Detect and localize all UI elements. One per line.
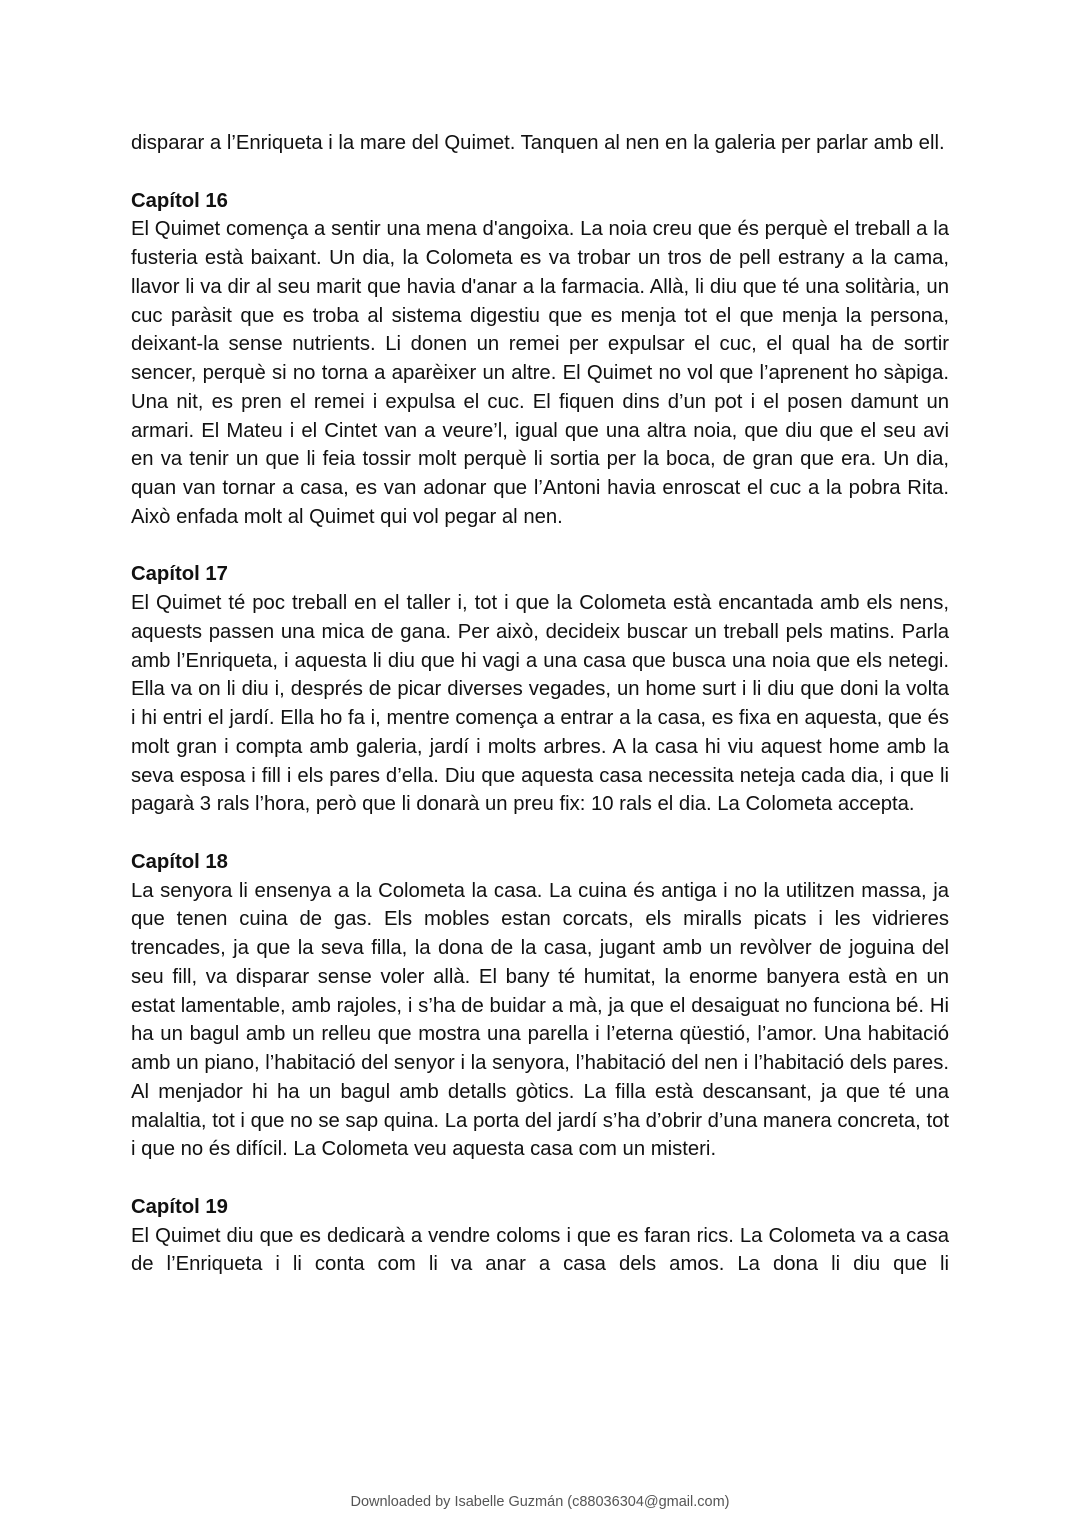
chapter-19-paragraph: El Quimet diu que es dedicarà a vendre coloms i que es faran rics. La Colometa va a casa de l’Enriqueta i li conta com li va anar a casa dels amos. La dona li diu que li [131,1224,949,1276]
chapter-18-section [131,848,949,1164]
chapter-18-paragraph: La senyora li ensenya a la Colometa la casa. La cuina és antiga i no la utilitzen massa, ja que tenen cuina de gas. Els mobles estan corcats, els miralls picats i les vidrieres trencades, ja que la seva filla, la dona de la casa, jugant amb un revòlver de joguina del seu fill, va disparar sense voler allà. El bany té humitat, la enorme banyera està en un estat lamentable, amb rajoles, i s’ha de buidar a mà, ja que el desaiguat no funciona bé. Hi ha un bagul amb un relleu que mostra una parella i l’eterna qüestió, l’amor. Una habitació amb un piano, l’habitació del senyor i la senyora, l’habitació del nen i l’habitació dels pares. Al menjador hi ha un bagul amb detalls gòtics. La filla està descansant, ja que té una malaltia, tot i que no se sap quina. La porta del jardí s’ha d’obrir d’una manera concreta, tot i que no és difícil. La Colometa veu aquesta casa com un misteri. [131,879,949,1161]
chapter-19-section [131,1193,949,1279]
intro-paragraph: disparar a l’Enriqueta i la mare del Quimet. Tanquen al nen en la galeria per parlar amb ell. [131,132,945,154]
chapter-19-title: Capítol 19 [131,1195,228,1218]
chapter-17-paragraph: El Quimet té poc treball en el taller i, tot i que la Colometa està encantada amb els nens, aquests passen una mica de gana. Per això, decideix buscar un treball pels matins. Parla amb l’Enriqueta, i aquesta li diu que hi vagi a una casa que busca una noia que els netegi. Ella va on li diu i, després de picar diverses vegades, un home surt i li diu que doni la volta i hi entri el jardí. Ella ho fa i, mentre comença a entrar a la casa, es fixa en aquesta, que és molt gran i compta amb galeria, jardí i molts arbres. A la casa hi viu aquest home amb la seva esposa i fill i els pares d’ella. Diu que aquesta casa necessita neteja cada dia, i que li pagarà 3 rals l’hora, però que li donarà un preu fix: 10 rals el dia. La Colometa accepta. [131,592,949,816]
download-footer: Downloaded by Isabelle Guzmán (c88036304@gmail.com) [350,1494,730,1510]
chapter-16-paragraph: El Quimet comença a sentir una mena d'angoixa. La noia creu que és perquè el treball a la fusteria està baixant. Un dia, la Colometa es va trobar un tros de pell estrany a la cama, llavor li va dir al seu marit que havia d'anar a la farmacia. Allà, li diu que té una solitària, un cuc paràsit que es troba al sistema digestiu que es menja tot el que menja la persona, deixant-la sense nutrients. Li donen un remei per expulsar el cuc, el qual ha de sortir sencer, perquè si no torna a aparèixer un altre. El Quimet no vol que l’aprenent ho sàpiga. Una nit, es pren el remei i expulsa el cuc. El fiquen dins d’un pot i el posen damunt un armari. El Mateu i el Cintet van a veure’l, igual que una altra noia, que diu que el seu avi en va tenir un que li feia tossir molt perquè li sortia per la boca, de gran que era. Un dia, quan van tornar a casa, es van adonar que l’Antoni havia enroscat el cuc a la pobra Rita. Això enfada molt al Quimet qui vol pegar al nen. [131,218,949,528]
chapter-16-section [131,187,949,532]
document-page [131,129,949,1279]
chapter-17-title: Capítol 17 [131,563,228,586]
chapter-18-title: Capítol 18 [131,850,228,873]
chapter-17-section [131,560,949,819]
chapter-16-title: Capítol 16 [131,189,228,212]
